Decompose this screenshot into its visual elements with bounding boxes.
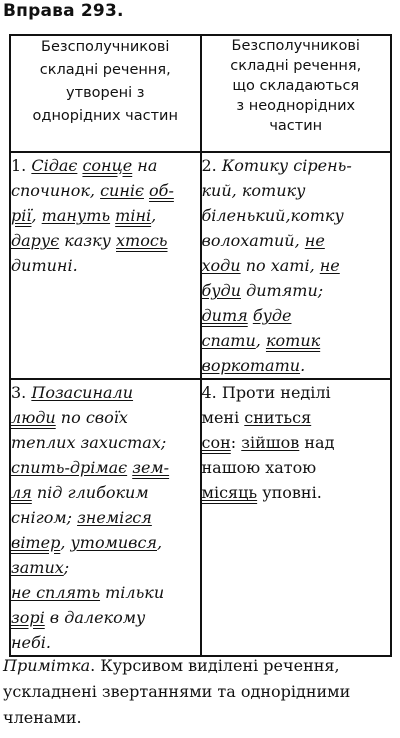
sentence-classification-table xyxy=(9,34,392,657)
text: біленький,котку xyxy=(201,206,344,225)
subject: ля xyxy=(11,483,32,502)
predicate: знемігся xyxy=(77,508,152,527)
predicate: не xyxy=(319,256,340,275)
text: уповні. xyxy=(257,483,322,502)
subject: рії xyxy=(11,206,32,225)
header-right-line: частин xyxy=(269,118,323,134)
text: тільки xyxy=(100,583,165,602)
footnote-text: . Курсивом виділені речення, ускладнені звертаннями та однорідними членами. xyxy=(3,656,351,727)
predicate: буде xyxy=(252,306,292,325)
text: ; xyxy=(63,558,70,577)
predicate: синіє xyxy=(100,181,144,200)
subject: сонце xyxy=(82,156,133,175)
text: Проти неділі xyxy=(221,383,331,402)
text: теплих захистах; xyxy=(11,433,167,452)
cell-sentence-4 xyxy=(201,379,392,656)
predicate: затих xyxy=(11,558,64,577)
predicate: ходи xyxy=(201,256,241,275)
text: небі. xyxy=(11,633,51,652)
header-left-line: Безсполучникові xyxy=(41,39,170,55)
exercise-title: Вправа 293. xyxy=(3,1,124,21)
cell-sentence-1 xyxy=(10,152,201,379)
text: Котику сірень- xyxy=(221,156,352,175)
text: по хаті, xyxy=(240,256,320,275)
text: кий, xyxy=(201,181,242,200)
text: нашою хатою xyxy=(201,458,317,477)
subject: місяць xyxy=(201,483,258,502)
sentence-number: 3. xyxy=(11,383,32,402)
text: , xyxy=(151,206,157,225)
header-right-line: з неоднорідних xyxy=(236,98,356,114)
text: дитяти; xyxy=(241,281,324,300)
text: казку xyxy=(59,231,116,250)
text: по своїх xyxy=(55,408,128,427)
subject: люди xyxy=(11,408,56,427)
subject: тіні xyxy=(115,206,152,225)
text: : xyxy=(230,433,242,452)
sentence-number: 1. xyxy=(11,156,32,175)
text: мені xyxy=(201,408,245,427)
text: , xyxy=(157,533,163,552)
predicate: сниться xyxy=(244,408,312,427)
predicate: Позасинали xyxy=(31,383,134,402)
text: . xyxy=(300,356,306,375)
predicate: дарує xyxy=(11,231,60,250)
header-right-line: Безсполучникові xyxy=(231,38,360,54)
predicate: утомився xyxy=(70,533,158,552)
text: , xyxy=(31,206,42,225)
subject: вітер xyxy=(11,533,61,552)
text: волохатий, xyxy=(201,231,305,250)
footnote-label: Примітка xyxy=(3,656,91,675)
header-right-line: що складаються xyxy=(232,78,360,94)
subject: дитя xyxy=(201,306,248,325)
text: котику xyxy=(241,181,306,200)
text: на xyxy=(132,156,158,175)
text: в далекому xyxy=(44,608,146,627)
header-left-line: утворені з xyxy=(66,85,145,101)
sentence-number: 4. xyxy=(201,383,222,402)
subject: котик xyxy=(265,331,321,350)
cell-sentence-3 xyxy=(10,379,201,656)
footnote xyxy=(3,653,397,731)
sentence-number: 2. xyxy=(201,156,222,175)
predicate: зійшов xyxy=(241,433,300,452)
subject: об- xyxy=(149,181,174,200)
subject: сон xyxy=(201,433,231,452)
predicate: спить-дрімає xyxy=(11,458,128,477)
text: , xyxy=(60,533,71,552)
predicate: не xyxy=(304,231,325,250)
predicate: не сплять xyxy=(11,583,101,602)
text: , xyxy=(255,331,266,350)
predicate: воркотати xyxy=(201,356,301,375)
predicate: спати xyxy=(201,331,256,350)
text: спочинок, xyxy=(11,181,101,200)
cell-sentence-2 xyxy=(201,152,392,379)
header-right xyxy=(201,35,392,152)
header-right-line: складні речення, xyxy=(230,58,362,74)
subject: зем- xyxy=(132,458,170,477)
subject: хтось xyxy=(116,231,168,250)
predicate: тануть xyxy=(41,206,111,225)
text: над xyxy=(299,433,335,452)
header-left xyxy=(10,35,201,152)
header-left-line: складні речення, xyxy=(39,62,171,78)
subject: зорі xyxy=(11,608,45,627)
text: під глибоким xyxy=(31,483,149,502)
predicate: буди xyxy=(201,281,241,300)
text: снігом; xyxy=(11,508,78,527)
predicate: Сідає xyxy=(31,156,78,175)
text: дитині. xyxy=(11,256,78,275)
header-left-line: однорідних частин xyxy=(32,108,178,124)
